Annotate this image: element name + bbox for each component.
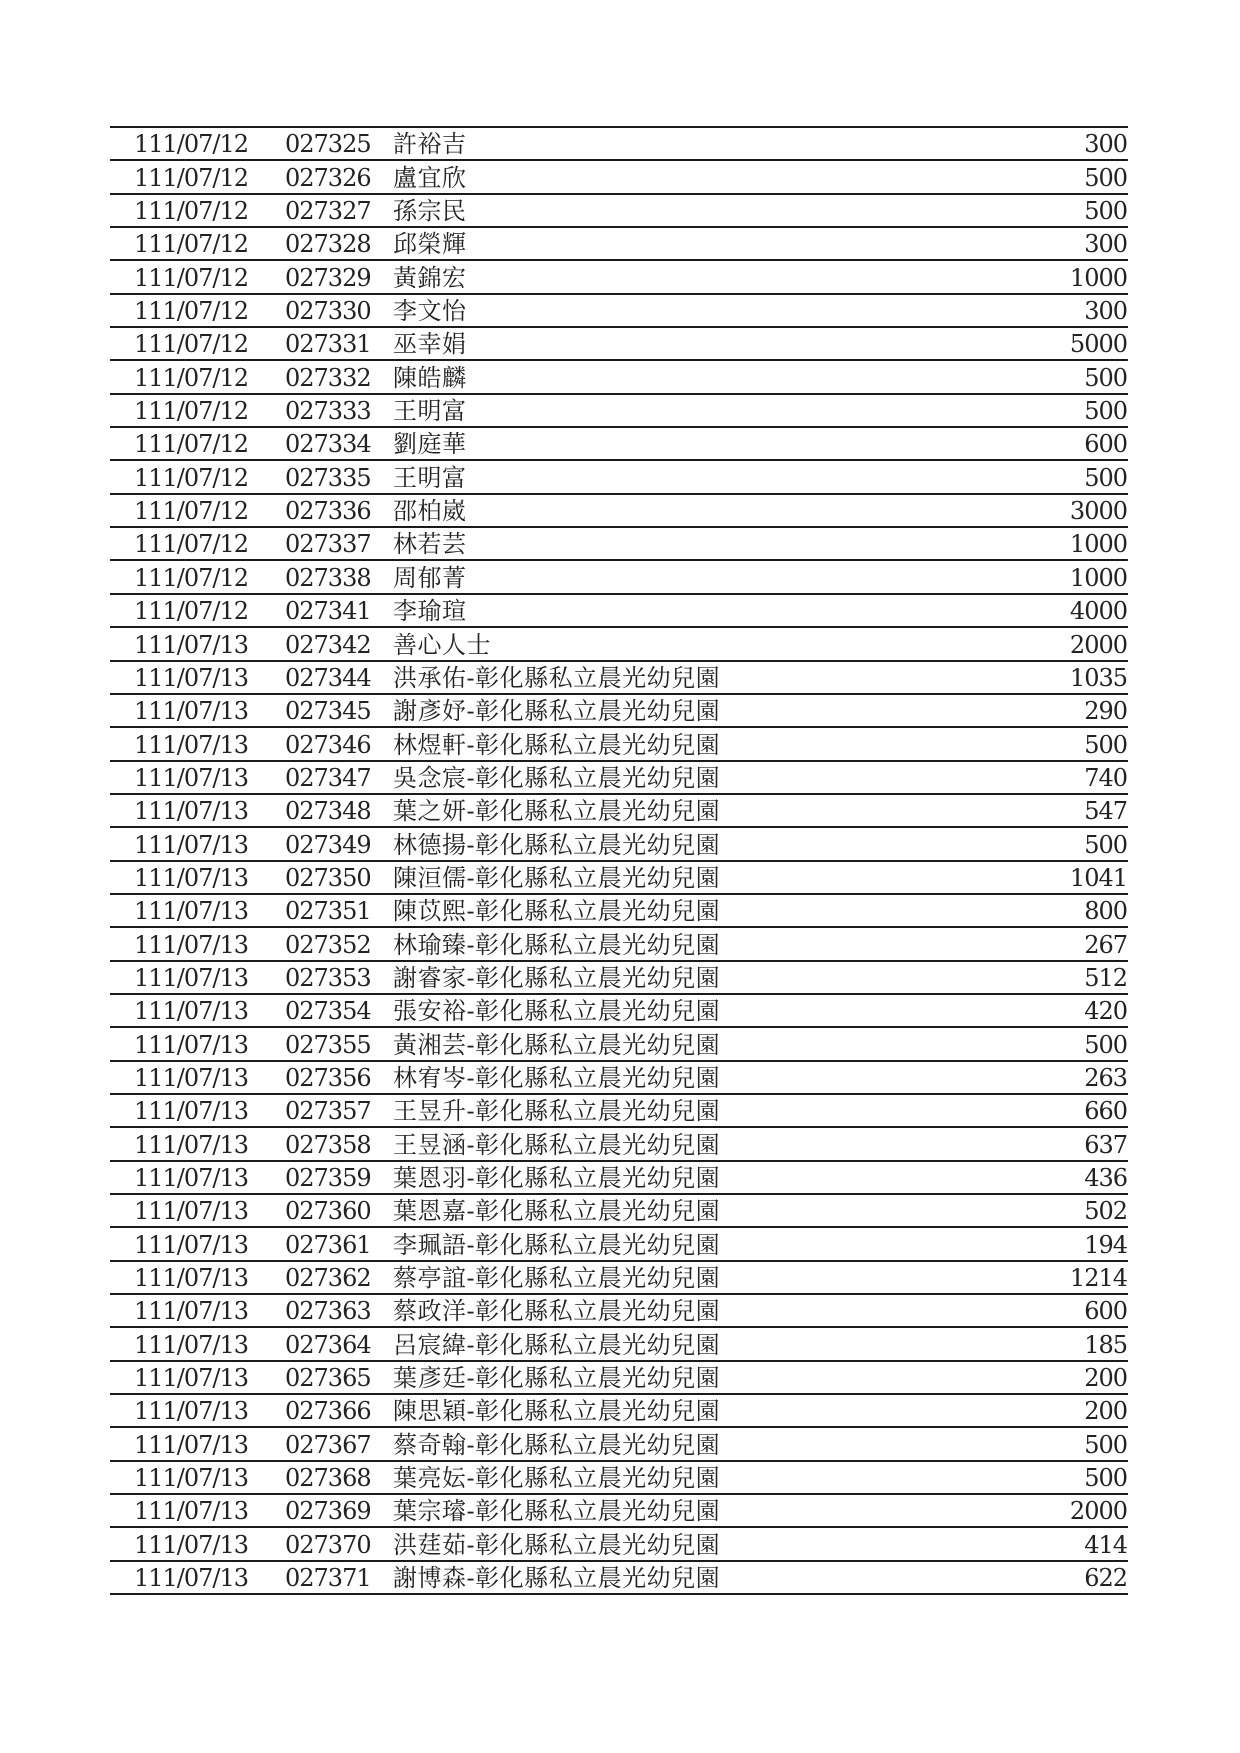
donor-name-cell: 葉恩嘉-彰化縣私立晨光幼兒園 [393, 1197, 721, 1226]
date-cell: 111/07/13 [134, 863, 249, 892]
table-row [110, 528, 1128, 561]
table-row [110, 228, 1128, 261]
table-row [110, 695, 1128, 728]
table-row [110, 1195, 1128, 1228]
date-cell: 111/07/13 [134, 897, 249, 926]
donor-name-cell: 王明富 [393, 397, 467, 426]
date-cell: 111/07/12 [134, 597, 249, 626]
table-row [110, 1462, 1128, 1495]
receipt-number-cell: 027369 [285, 1497, 371, 1526]
date-cell: 111/07/13 [134, 1530, 249, 1559]
date-cell: 111/07/13 [134, 1197, 249, 1226]
table-row [110, 1162, 1128, 1195]
receipt-number-cell: 027370 [285, 1530, 371, 1559]
amount-cell: 637 [1084, 1130, 1127, 1159]
table-row [110, 1228, 1128, 1261]
amount-cell: 2000 [1069, 1497, 1127, 1526]
receipt-number-cell: 027342 [285, 630, 371, 659]
donor-name-cell: 陳皓麟 [393, 363, 467, 392]
donor-name-cell: 許裕吉 [393, 130, 467, 159]
donor-name-cell: 李文怡 [393, 297, 467, 326]
table-row [110, 195, 1128, 228]
receipt-number-cell: 027365 [285, 1364, 371, 1393]
table-row [110, 728, 1128, 761]
donor-name-cell: 吳念宸-彰化縣私立晨光幼兒園 [393, 763, 721, 792]
date-cell: 111/07/12 [134, 130, 249, 159]
receipt-number-cell: 027344 [285, 663, 371, 692]
table-row [110, 662, 1128, 695]
receipt-number-cell: 027351 [285, 897, 371, 926]
amount-cell: 4000 [1069, 597, 1127, 626]
receipt-number-cell: 027352 [285, 930, 371, 959]
amount-cell: 414 [1084, 1530, 1127, 1559]
amount-cell: 1000 [1069, 563, 1127, 592]
date-cell: 111/07/12 [134, 530, 249, 559]
amount-cell: 500 [1084, 830, 1127, 859]
donor-name-cell: 林德揚-彰化縣私立晨光幼兒園 [393, 830, 721, 859]
donor-name-cell: 葉亮妘-彰化縣私立晨光幼兒園 [393, 1464, 721, 1493]
date-cell: 111/07/13 [134, 997, 249, 1026]
receipt-number-cell: 027359 [285, 1164, 371, 1192]
amount-cell: 194 [1084, 1230, 1127, 1259]
date-cell: 111/07/13 [134, 1264, 249, 1293]
date-cell: 111/07/13 [134, 1164, 249, 1192]
amount-cell: 500 [1084, 730, 1127, 759]
receipt-number-cell: 027327 [285, 197, 371, 226]
date-cell: 111/07/13 [134, 697, 249, 726]
date-cell: 111/07/13 [134, 1364, 249, 1393]
receipt-number-cell: 027357 [285, 1097, 371, 1126]
receipt-number-cell: 027332 [285, 363, 371, 392]
receipt-number-cell: 027335 [285, 463, 371, 492]
date-cell: 111/07/13 [134, 1230, 249, 1259]
receipt-number-cell: 027366 [285, 1397, 371, 1426]
date-cell: 111/07/13 [134, 663, 249, 692]
donor-name-cell: 陳苡熙-彰化縣私立晨光幼兒園 [393, 897, 721, 926]
donor-name-cell: 謝彥妤-彰化縣私立晨光幼兒園 [393, 697, 721, 726]
date-cell: 111/07/12 [134, 197, 249, 226]
receipt-number-cell: 027367 [285, 1430, 371, 1459]
donor-name-cell: 葉彥廷-彰化縣私立晨光幼兒園 [393, 1364, 721, 1393]
table-row [110, 862, 1128, 895]
receipt-number-cell: 027368 [285, 1464, 371, 1493]
table-row [110, 295, 1128, 328]
donor-name-cell: 林若芸 [393, 530, 467, 559]
donor-name-cell: 林宥岑-彰化縣私立晨光幼兒園 [393, 1063, 721, 1092]
donor-name-cell: 孫宗民 [393, 197, 467, 226]
date-cell: 111/07/12 [134, 230, 249, 259]
table-row [110, 1528, 1128, 1561]
date-cell: 111/07/13 [134, 963, 249, 992]
amount-cell: 300 [1084, 297, 1127, 326]
receipt-number-cell: 027358 [285, 1130, 371, 1159]
receipt-number-cell: 027364 [285, 1330, 371, 1359]
table-row [110, 1495, 1128, 1528]
date-cell: 111/07/13 [134, 1297, 249, 1326]
receipt-number-cell: 027346 [285, 730, 371, 759]
donor-name-cell: 李瑜瑄 [393, 597, 467, 626]
donor-name-cell: 邵柏崴 [393, 497, 467, 526]
date-cell: 111/07/13 [134, 630, 249, 659]
amount-cell: 622 [1084, 1564, 1127, 1593]
receipt-number-cell: 027371 [285, 1564, 371, 1593]
amount-cell: 5000 [1069, 330, 1127, 359]
amount-cell: 200 [1084, 1364, 1127, 1393]
date-cell: 111/07/13 [134, 830, 249, 859]
amount-cell: 500 [1084, 397, 1127, 426]
receipt-number-cell: 027353 [285, 963, 371, 992]
amount-cell: 290 [1084, 697, 1127, 726]
table-row [110, 962, 1128, 995]
date-cell: 111/07/13 [134, 797, 249, 826]
receipt-number-cell: 027329 [285, 263, 371, 292]
donor-name-cell: 林瑜臻-彰化縣私立晨光幼兒園 [393, 930, 721, 959]
donor-name-cell: 邱榮輝 [393, 230, 467, 259]
table-row [110, 995, 1128, 1028]
table-row [110, 795, 1128, 828]
amount-cell: 500 [1084, 1430, 1127, 1459]
table-row [110, 828, 1128, 861]
amount-cell: 500 [1084, 463, 1127, 492]
date-cell: 111/07/13 [134, 730, 249, 759]
receipt-number-cell: 027360 [285, 1197, 371, 1226]
receipt-number-cell: 027354 [285, 997, 371, 1026]
donor-name-cell: 蔡政洋-彰化縣私立晨光幼兒園 [393, 1297, 721, 1326]
amount-cell: 500 [1084, 1030, 1127, 1059]
date-cell: 111/07/13 [134, 1464, 249, 1493]
table-row [110, 1395, 1128, 1428]
table-row [110, 595, 1128, 628]
receipt-number-cell: 027361 [285, 1230, 371, 1259]
receipt-number-cell: 027330 [285, 297, 371, 326]
amount-cell: 200 [1084, 1397, 1127, 1426]
receipt-number-cell: 027348 [285, 797, 371, 826]
table-row [110, 928, 1128, 961]
amount-cell: 600 [1084, 430, 1127, 459]
amount-cell: 267 [1084, 930, 1127, 959]
donor-name-cell: 洪承佑-彰化縣私立晨光幼兒園 [393, 663, 721, 692]
date-cell: 111/07/13 [134, 1097, 249, 1126]
date-cell: 111/07/12 [134, 330, 249, 359]
amount-cell: 502 [1084, 1197, 1127, 1226]
table-row [110, 1128, 1128, 1161]
table-row [110, 261, 1128, 294]
donor-name-cell: 巫幸娟 [393, 330, 467, 359]
amount-cell: 420 [1084, 997, 1127, 1026]
donor-name-cell: 王昱升-彰化縣私立晨光幼兒園 [393, 1097, 721, 1126]
donor-name-cell: 蔡亭誼-彰化縣私立晨光幼兒園 [393, 1264, 721, 1293]
donor-name-cell: 劉庭華 [393, 430, 467, 459]
receipt-number-cell: 027355 [285, 1030, 371, 1059]
amount-cell: 1214 [1069, 1264, 1127, 1293]
donor-name-cell: 謝睿家-彰化縣私立晨光幼兒園 [393, 963, 721, 992]
donor-name-cell: 黃錦宏 [393, 263, 467, 292]
date-cell: 111/07/13 [134, 1430, 249, 1459]
date-cell: 111/07/12 [134, 563, 249, 592]
amount-cell: 660 [1084, 1097, 1127, 1126]
table-row [110, 628, 1128, 661]
amount-cell: 547 [1084, 797, 1127, 826]
date-cell: 111/07/12 [134, 263, 249, 292]
receipt-number-cell: 027350 [285, 863, 371, 892]
donor-name-cell: 林煜軒-彰化縣私立晨光幼兒園 [393, 730, 721, 759]
donor-name-cell: 王明富 [393, 463, 467, 492]
amount-cell: 1035 [1069, 663, 1127, 692]
amount-cell: 800 [1084, 897, 1127, 926]
table-row [110, 1295, 1128, 1328]
table-row [110, 1428, 1128, 1461]
donor-name-cell: 呂宸緯-彰化縣私立晨光幼兒園 [393, 1330, 721, 1359]
receipt-number-cell: 027349 [285, 830, 371, 859]
receipt-number-cell: 027334 [285, 430, 371, 459]
donor-name-cell: 張安裕-彰化縣私立晨光幼兒園 [393, 997, 721, 1026]
amount-cell: 2000 [1069, 630, 1127, 659]
table-row [110, 1262, 1128, 1295]
date-cell: 111/07/12 [134, 497, 249, 526]
table-row [110, 1562, 1128, 1595]
amount-cell: 1000 [1069, 530, 1127, 559]
table-row [110, 1062, 1128, 1095]
amount-cell: 512 [1084, 963, 1127, 992]
amount-cell: 300 [1084, 130, 1127, 159]
receipt-number-cell: 027363 [285, 1297, 371, 1326]
donor-name-cell: 盧宜欣 [393, 163, 467, 192]
date-cell: 111/07/12 [134, 463, 249, 492]
table-row [110, 361, 1128, 394]
receipt-number-cell: 027333 [285, 397, 371, 426]
amount-cell: 300 [1084, 230, 1127, 259]
date-cell: 111/07/13 [134, 930, 249, 959]
donor-name-cell: 蔡奇翰-彰化縣私立晨光幼兒園 [393, 1430, 721, 1459]
date-cell: 111/07/13 [134, 1030, 249, 1059]
amount-cell: 185 [1084, 1330, 1127, 1359]
receipt-number-cell: 027345 [285, 697, 371, 726]
table-row [110, 428, 1128, 461]
amount-cell: 1000 [1069, 263, 1127, 292]
receipt-number-cell: 027341 [285, 597, 371, 626]
receipt-number-cell: 027356 [285, 1063, 371, 1092]
amount-cell: 500 [1084, 363, 1127, 392]
table-row [110, 328, 1128, 361]
date-cell: 111/07/13 [134, 1397, 249, 1426]
receipt-number-cell: 027325 [285, 130, 371, 159]
date-cell: 111/07/12 [134, 397, 249, 426]
receipt-number-cell: 027336 [285, 497, 371, 526]
amount-cell: 3000 [1069, 497, 1127, 526]
donor-name-cell: 葉恩羽-彰化縣私立晨光幼兒園 [393, 1164, 721, 1192]
table-row [110, 1095, 1128, 1128]
table-row [110, 561, 1128, 594]
receipt-number-cell: 027362 [285, 1264, 371, 1293]
date-cell: 111/07/12 [134, 297, 249, 326]
table-row [110, 1028, 1128, 1061]
amount-cell: 500 [1084, 163, 1127, 192]
date-cell: 111/07/13 [134, 1063, 249, 1092]
receipt-number-cell: 027338 [285, 563, 371, 592]
date-cell: 111/07/13 [134, 1497, 249, 1526]
donor-name-cell: 陳洹儒-彰化縣私立晨光幼兒園 [393, 863, 721, 892]
donor-name-cell: 黃湘芸-彰化縣私立晨光幼兒園 [393, 1030, 721, 1059]
date-cell: 111/07/13 [134, 1330, 249, 1359]
amount-cell: 263 [1084, 1063, 1127, 1092]
donation-ledger-table [110, 126, 1128, 1595]
receipt-number-cell: 027326 [285, 163, 371, 192]
donor-name-cell: 王昱涵-彰化縣私立晨光幼兒園 [393, 1130, 721, 1159]
date-cell: 111/07/12 [134, 363, 249, 392]
table-row [110, 461, 1128, 494]
amount-cell: 500 [1084, 197, 1127, 226]
table-row [110, 895, 1128, 928]
donor-name-cell: 周郁菁 [393, 563, 467, 592]
table-row [110, 128, 1128, 161]
amount-cell: 436 [1084, 1164, 1127, 1192]
table-row [110, 1328, 1128, 1361]
donor-name-cell: 洪莛茹-彰化縣私立晨光幼兒園 [393, 1530, 721, 1559]
amount-cell: 740 [1084, 763, 1127, 792]
date-cell: 111/07/13 [134, 763, 249, 792]
receipt-number-cell: 027328 [285, 230, 371, 259]
donor-name-cell: 葉宗璿-彰化縣私立晨光幼兒園 [393, 1497, 721, 1526]
date-cell: 111/07/12 [134, 430, 249, 459]
table-row [110, 395, 1128, 428]
date-cell: 111/07/12 [134, 163, 249, 192]
donor-name-cell: 陳思穎-彰化縣私立晨光幼兒園 [393, 1397, 721, 1426]
receipt-number-cell: 027337 [285, 530, 371, 559]
amount-cell: 1041 [1069, 863, 1127, 892]
amount-cell: 500 [1084, 1464, 1127, 1493]
receipt-number-cell: 027347 [285, 763, 371, 792]
receipt-number-cell: 027331 [285, 330, 371, 359]
table-row [110, 495, 1128, 528]
donor-name-cell: 謝博森-彰化縣私立晨光幼兒園 [393, 1564, 721, 1593]
date-cell: 111/07/13 [134, 1130, 249, 1159]
table-row [110, 1362, 1128, 1395]
table-row [110, 161, 1128, 194]
donor-name-cell: 葉之妍-彰化縣私立晨光幼兒園 [393, 797, 721, 826]
donor-name-cell: 善心人士 [393, 630, 491, 659]
date-cell: 111/07/13 [134, 1564, 249, 1593]
table-row [110, 762, 1128, 795]
amount-cell: 600 [1084, 1297, 1127, 1326]
donor-name-cell: 李珮語-彰化縣私立晨光幼兒園 [393, 1230, 721, 1259]
